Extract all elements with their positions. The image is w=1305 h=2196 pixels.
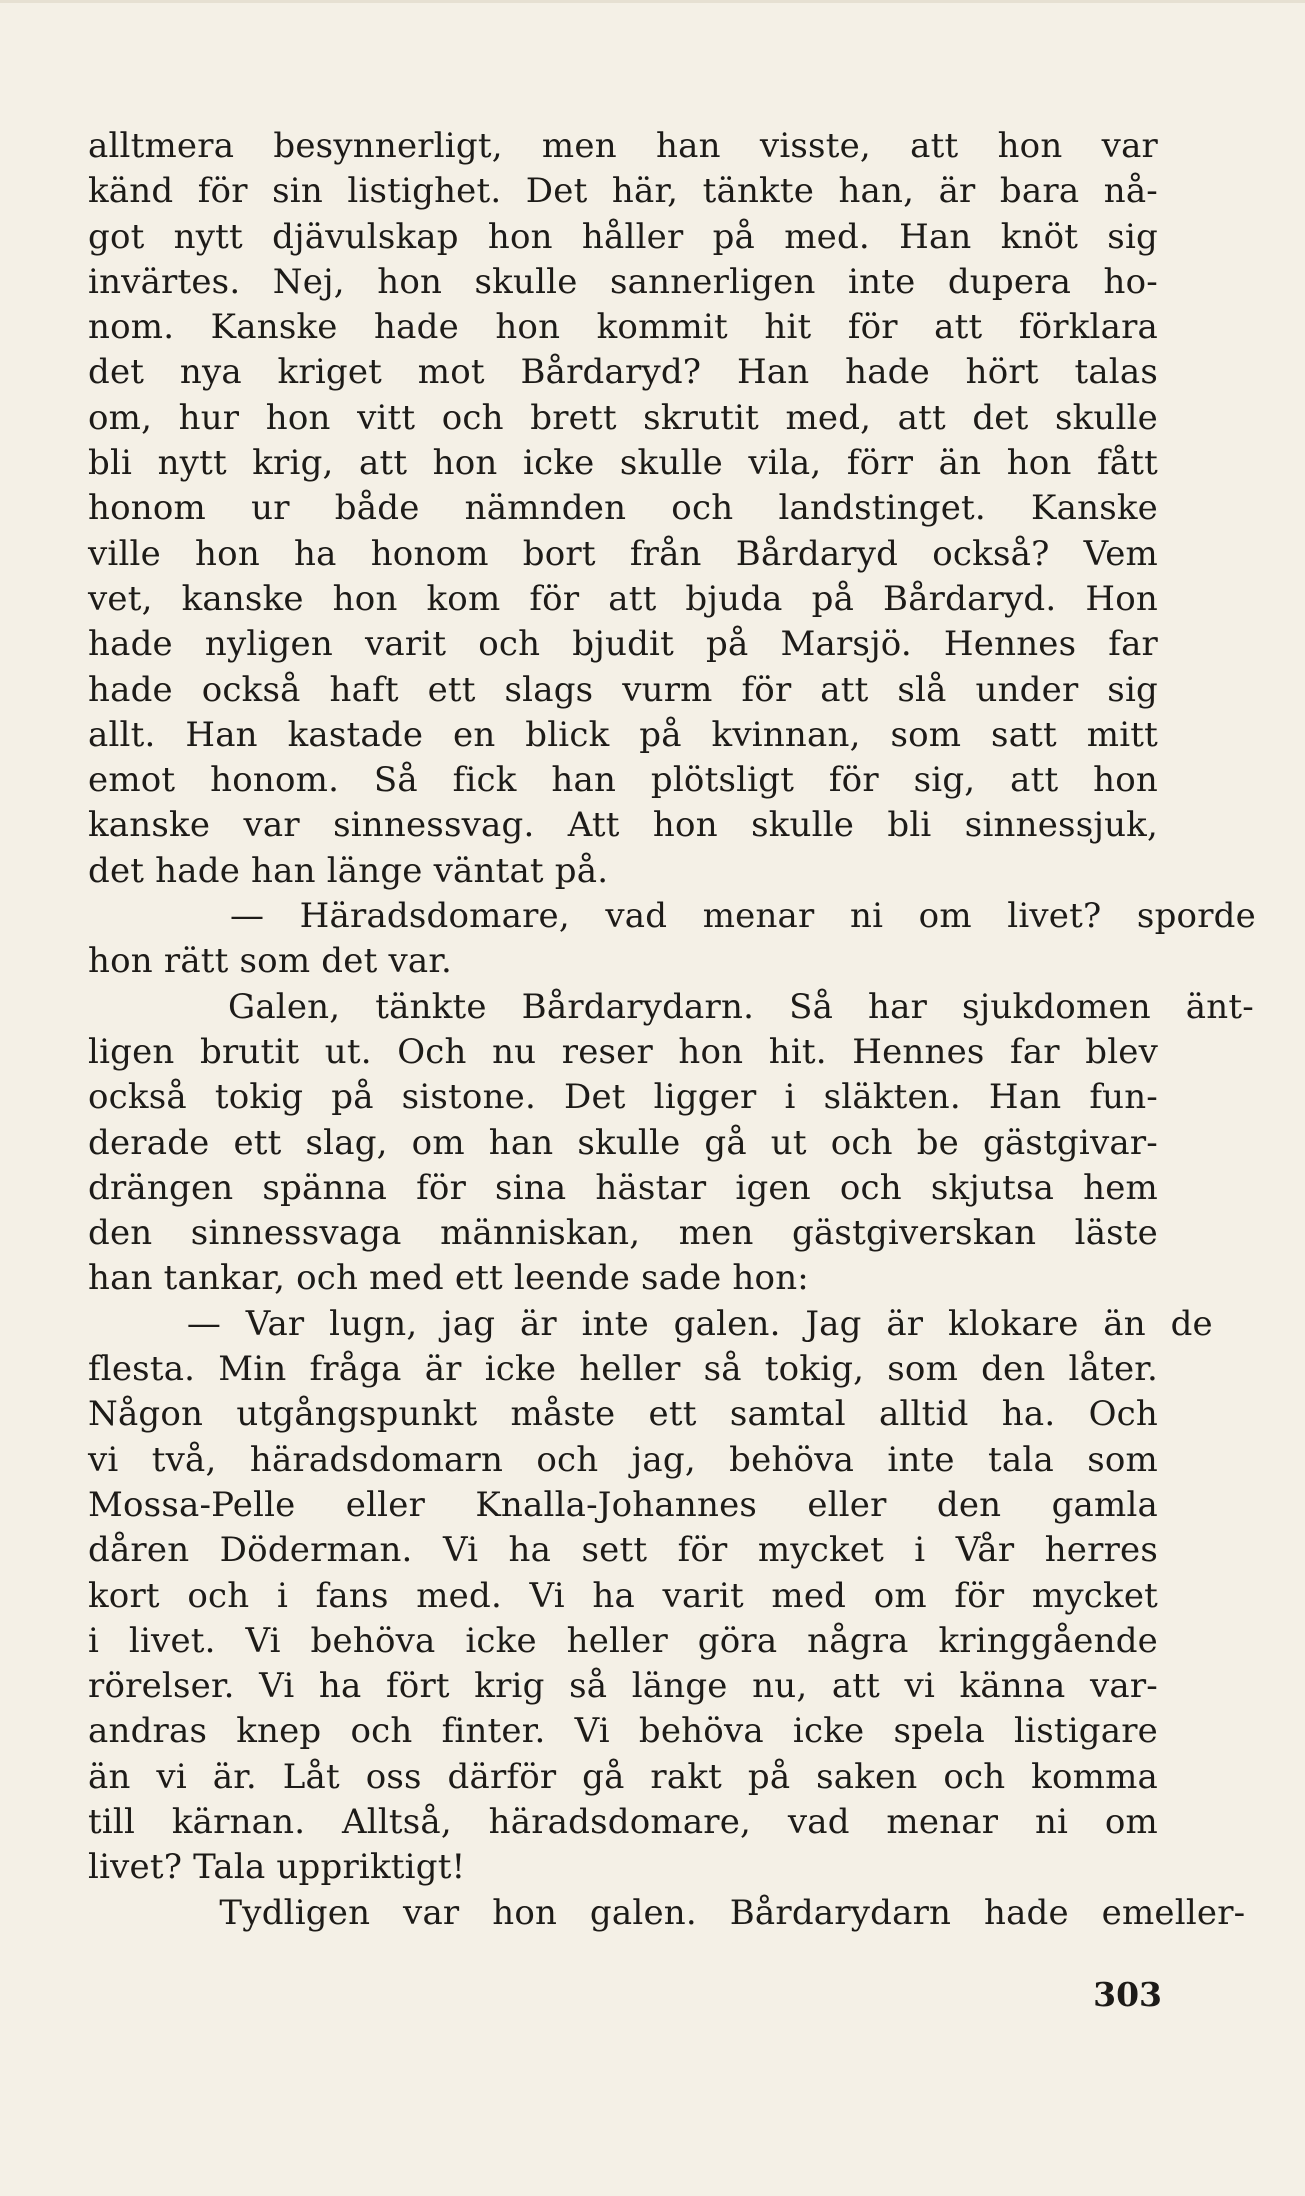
text-line: det nya kriget mot Bårdaryd? Han hade hört talas bbox=[88, 352, 1158, 393]
text-line: Mossa-Pelle eller Knalla-Johannes eller den gamla bbox=[88, 1484, 1158, 1525]
text-line: dåren Döderman. Vi ha sett för mycket i Vår herres bbox=[88, 1530, 1158, 1571]
text-line: allt. Han kastade en blick på kvinnan, som satt mitt bbox=[88, 714, 1158, 755]
text-line: bli nytt krig, att hon icke skulle vila, förr än hon fått bbox=[88, 443, 1158, 484]
text-line: i livet. Vi behöva icke heller göra några kringgående bbox=[88, 1620, 1158, 1661]
text-line: Tydligen var hon galen. Bårdarydarn hade emeller- bbox=[88, 1892, 1246, 1933]
text-line: också tokig på sistone. Det ligger i släkten. Han fun- bbox=[88, 1077, 1158, 1118]
page-number: 303 bbox=[1093, 1975, 1162, 2014]
text-line: känd för sin listighet. Det här, tänkte han, är bara nå- bbox=[88, 171, 1158, 212]
text-line: hade nyligen varit och bjudit på Marsjö. Hennes far bbox=[88, 624, 1158, 665]
text-line: ville hon ha honom bort från Bårdaryd också? Vem bbox=[88, 533, 1158, 574]
text-line: om, hur hon vitt och brett skrutit med, att det skulle bbox=[88, 397, 1158, 438]
page-top-edge bbox=[0, 0, 1305, 3]
text-line: Någon utgångspunkt måste ett samtal alltid ha. Och bbox=[88, 1394, 1158, 1435]
text-line: honom ur både nämnden och landstinget. Kanske bbox=[88, 488, 1158, 529]
text-line: andras knep och finter. Vi behöva icke spela listigare bbox=[88, 1711, 1158, 1752]
text-line: flesta. Min fråga är icke heller så tokig, som den låter. bbox=[88, 1349, 1158, 1390]
text-line: emot honom. Så fick han plötsligt för sig, att hon bbox=[88, 760, 1158, 801]
text-line: vet, kanske hon kom för att bjuda på Bårdaryd. Hon bbox=[88, 578, 1158, 619]
text-line: got nytt djävulskap hon håller på med. Han knöt sig bbox=[88, 216, 1158, 257]
text-line: än vi är. Låt oss därför gå rakt på saken och komma bbox=[88, 1756, 1158, 1797]
text-line: han tankar, och med ett leende sade hon: bbox=[88, 1258, 809, 1299]
text-line: hade också haft ett slags vurm för att slå under sig bbox=[88, 669, 1158, 710]
text-line: ligen brutit ut. Och nu reser hon hit. Hennes far blev bbox=[88, 1031, 1158, 1072]
text-line: vi två, häradsdomarn och jag, behöva inte tala som bbox=[88, 1439, 1158, 1480]
text-line: den sinnessvaga människan, men gästgiverskan läste bbox=[88, 1213, 1158, 1254]
text-line: kort och i fans med. Vi ha varit med om för mycket bbox=[88, 1575, 1158, 1616]
text-line: till kärnan. Alltså, häradsdomare, vad menar ni om bbox=[88, 1801, 1158, 1842]
text-line: drängen spänna för sina hästar igen och skjutsa hem bbox=[88, 1167, 1158, 1208]
text-line: — Var lugn, jag är inte galen. Jag är klokare än de bbox=[88, 1303, 1213, 1344]
text-line: hon rätt som det var. bbox=[88, 941, 453, 982]
text-line: livet? Tala uppriktigt! bbox=[88, 1847, 466, 1888]
text-line: invärtes. Nej, hon skulle sannerligen inte dupera ho- bbox=[88, 261, 1158, 302]
text-line: alltmera besynnerligt, men han visste, att hon var bbox=[88, 126, 1158, 166]
text-line: derade ett slag, om han skulle gå ut och be gästgivar- bbox=[88, 1122, 1158, 1163]
text-line: — Häradsdomare, vad menar ni om livet? sporde bbox=[88, 896, 1256, 937]
text-line: kanske var sinnessvag. Att hon skulle bli sinnessjuk, bbox=[88, 805, 1158, 846]
body-text bbox=[88, 124, 1256, 1936]
text-line: Galen, tänkte Bårdarydarn. Så har sjukdomen änt- bbox=[88, 986, 1254, 1027]
text-line: det hade han länge väntat på. bbox=[88, 850, 609, 891]
text-line: rörelser. Vi ha fört krig så länge nu, att vi känna var- bbox=[88, 1666, 1158, 1707]
text-line: nom. Kanske hade hon kommit hit för att förklara bbox=[88, 307, 1158, 348]
